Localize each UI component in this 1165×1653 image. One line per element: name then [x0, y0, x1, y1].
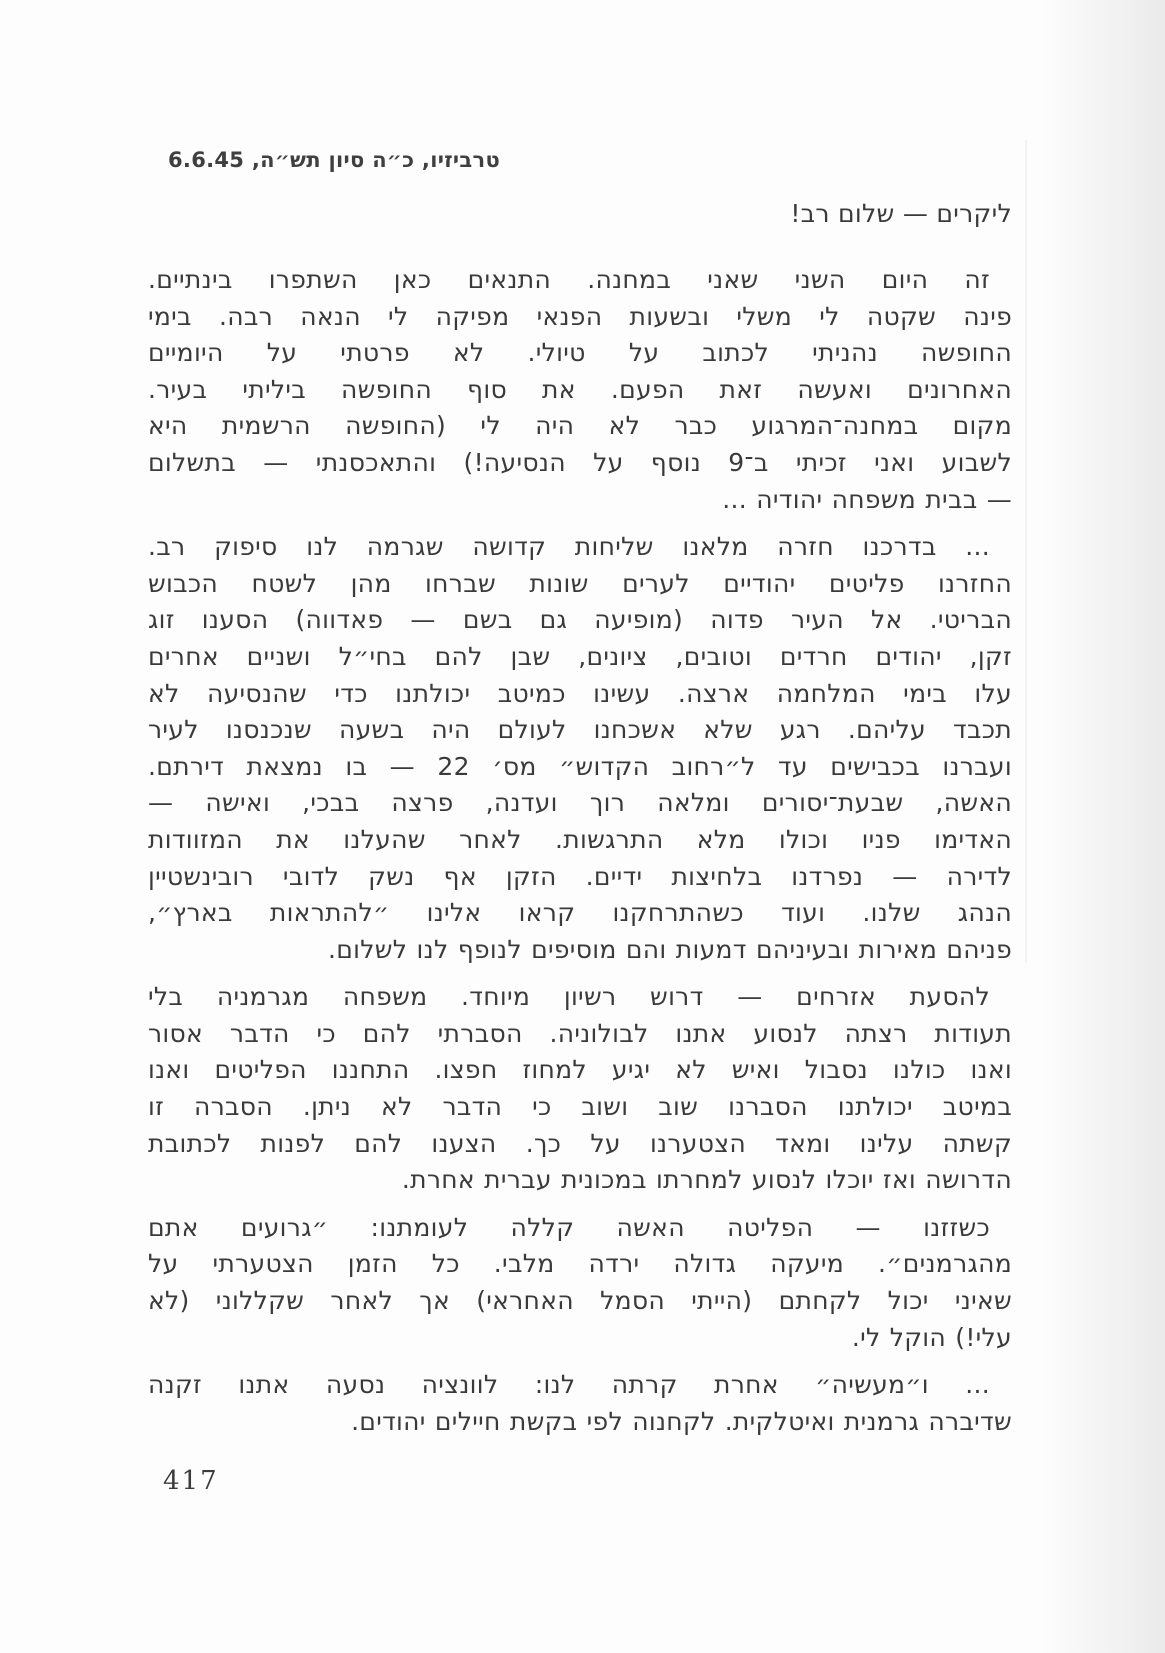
page-number: 417 — [163, 1466, 219, 1496]
text-line: במיטב יכולתנו הסברנו שוב ושוב כי הדבר לא ניתן. הסברה זו — [148, 1092, 1012, 1122]
text-line: ... בדרכנו חזרה מלאנו שליחות קדושה שגרמה לנו סיפוק רב. — [148, 532, 990, 562]
text-line: זה היום השני שאני במחנה. התנאים כאן השתפרו בינתיים. — [148, 265, 990, 294]
text-line: קשתה עלינו ומאד הצטערנו על כך. הצענו להם לפנות לכתובת — [148, 1128, 1012, 1158]
text-line: שדיברה גרמנית ואיטלקית. לקחנוה לפי בקשת חיילים יהודים. — [351, 1406, 1012, 1436]
text-line: הדרושה ואז יוכלו לנסוע למחרתו במכונית עברית אחרת. — [401, 1165, 1012, 1195]
text-line: ועברנו בכבישים עד ל״רחוב הקדוש״ מס׳ 22 — בו נמצאת דירתם. — [148, 751, 1012, 781]
paragraph — [148, 1367, 1012, 1440]
text-line: כשזזנו — הפליטה האשה קללה לעומתנו: ״גרועים אתם — [148, 1212, 990, 1242]
text-line: האשה, שבעת־יסורים ומלאה רוך ועדנה, פרצה בבכי, ואישה — — [148, 788, 1012, 818]
text-line: ואנו כולנו נסבול ואיש לא יגיע למחוז חפצו. התחננו הפליטים ואנו — [148, 1055, 1012, 1085]
letter-body — [148, 262, 1012, 1440]
text-line: מקום במחנה־המרגוע כבר לא היה לי (החופשה הרשמית היא — [148, 411, 1012, 441]
text-line: החופשה נהניתי לכתוב על טיולי. לא פרטתי על היומיים — [148, 338, 1012, 368]
paragraph — [148, 262, 1012, 518]
text-line: האחרונים ואעשה זאת הפעם. את סוף החופשה ביליתי בעיר. — [148, 374, 1012, 404]
scan-edge-line — [1025, 140, 1027, 963]
text-line: מהגרמנים״. מיעקה גדולה ירדה מלבי. כל הזמן הצטערתי על — [148, 1249, 1012, 1279]
scan-edge-shadow — [1040, 0, 1165, 1653]
text-line: תכבד עליהם. רגע שלא אשכחנו לעולם היה בשעה שנכנסנו לעיר — [148, 715, 1012, 745]
text-line: להסעת אזרחים — דרוש רשיון מיוחד. משפחה מגרמניה בלי — [148, 982, 990, 1012]
text-line: לשבוע ואני זכיתי ב־9 נוסף על הנסיעה!) והתאכסנתי — בתשלום — [148, 447, 1012, 477]
text-line: תעודות רצתה לנסוע אתנו לבולוניה. הסברתי להם כי הדבר אסור — [148, 1018, 1012, 1048]
text-line: הנהג שלנו. ועוד כשהתרחקנו קראו אלינו ״להתראות בארץ״, — [148, 898, 1012, 928]
text-line: פניהם מאירות ובעיניהם דמעות והם מוסיפים לנופף לנו לשלום. — [328, 934, 1012, 964]
text-line: — בבית משפחה יהודיה ... — [722, 484, 1012, 514]
letter-content — [148, 148, 1012, 1451]
text-line: הבריטי. אל העיר פדוה (מופיעה גם בשם — פאדווה) הסענו זוג — [148, 605, 1012, 635]
text-line: שאיני יכול לקחתם (הייתי הסמל האחראי) אך לאחר שקללוני (לא — [148, 1286, 1012, 1316]
letter-dateline: טרביזיו, כ״ה סיון תש״ה, 6.6.45 — [168, 148, 501, 172]
text-line: זקן, יהודים חרדים וטובים, ציונים, שבן להם בחי״ל ושניים אחרים — [148, 641, 1012, 671]
paragraph — [148, 1210, 1012, 1356]
text-line: פינה שקטה לי משלי ובשעות הפנאי מפיקה לי הנאה רבה. בימי — [148, 301, 1012, 331]
text-line: האדימו פניו וכולו מלא התרגשות. לאחר שהעלנו את המזוודות — [148, 824, 1012, 854]
paragraph — [148, 529, 1012, 968]
text-line: לדירה — נפרדנו בלחיצות ידיים. הזקן אף נשק לדובי רובינשטיין — [148, 861, 1012, 891]
letter-greeting: ליקרים — שלום רב! — [790, 199, 1012, 228]
text-line: ... ו״מעשיה״ אחרת קרתה לנו: לוונציה נסעה אתנו זקנה — [148, 1370, 990, 1400]
text-line: החזרנו פליטים יהודיים לערים שונות שברחו מהן לשטח הכבוש — [148, 568, 1012, 598]
text-line: עלי!) הוקל לי. — [851, 1322, 1012, 1352]
text-line: עלו בימי המלחמה ארצה. עשינו כמיטב יכולתנו כדי שהנסיעה לא — [148, 678, 1012, 708]
paragraph — [148, 979, 1012, 1199]
